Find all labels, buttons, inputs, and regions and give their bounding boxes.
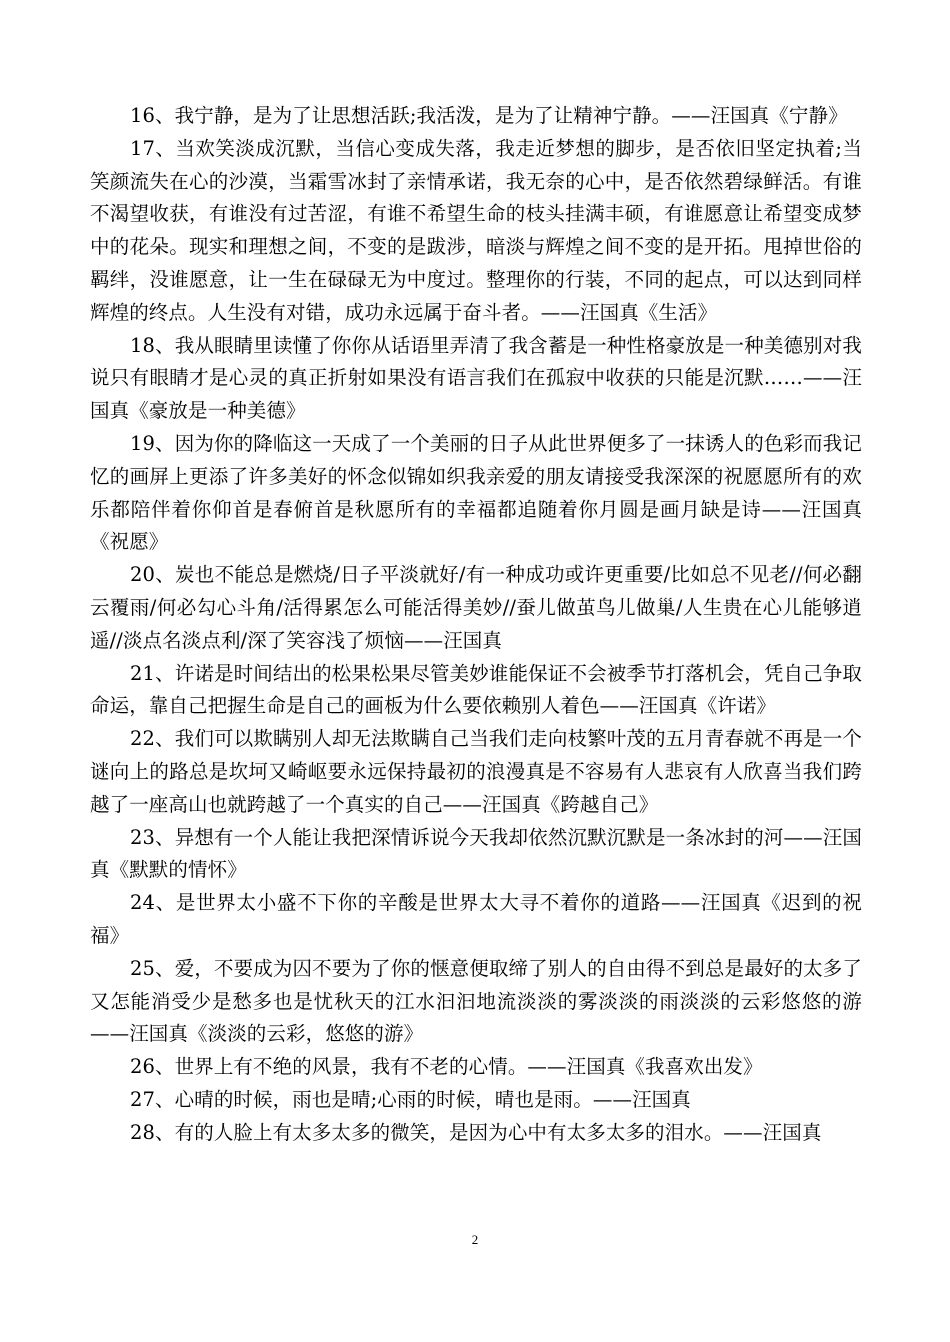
quote-paragraph-22: 22、我们可以欺瞒别人却无法欺瞒自己当我们走向枝繁叶茂的五月青春就不再是一个谜向上的路总是坎坷又崎岖要永远保持最初的浪漫真是不容易有人悲哀有人欣喜当我们跨越了一座高山也就跨越了一个真实的自己——汪国真《跨越自己》 — [90, 727, 862, 816]
quote-paragraph-16: 16、我宁静，是为了让思想活跃;我活泼，是为了让精神宁静。——汪国真《宁静》 — [130, 104, 848, 127]
quote-paragraph-18: 18、我从眼睛里读懂了你你从话语里弄清了我含蓄是一种性格豪放是一种美德别对我说只有眼睛才是心灵的真正折射如果没有语言我们在孤寂中收获的只能是沉默……——汪国真《豪放是一种美德》 — [90, 333, 862, 423]
quote-paragraph-26: 26、世界上有不绝的风景，我有不老的心情。——汪国真《我喜欢出发》 — [130, 1055, 763, 1079]
quote-paragraph-19: 19、因为你的降临这一天成了一个美丽的日子从此世界便多了一抹诱人的色彩而我记忆的画屏上更添了许多美好的怀念似锦如织我亲爱的朋友请接受我深深的祝愿愿所有的欢乐都陪伴着你仰首是春俯首是秋愿所有的幸福都追随着你月圆是画月缺是诗——汪国真《祝愿》 — [90, 431, 862, 554]
quote-paragraph-25: 25、爱，不要成为囚不要为了你的惬意便取缔了别人的自由得不到总是最好的太多了又怎能消受少是愁多也是忧秋天的江水汩汩地流淡淡的雾淡淡的雨淡淡的云彩悠悠的游——汪国真《淡淡的云彩，悠悠的游》 — [90, 956, 862, 1046]
page-number: 2 — [471, 1232, 479, 1247]
quote-paragraph-27: 27、心晴的时候，雨也是晴;心雨的时候，晴也是雨。——汪国真 — [130, 1087, 691, 1111]
quote-paragraph-21: 21、许诺是时间结出的松果松果尽管美妙谁能保证不会被季节打落机会，凭自己争取命运，靠自己把握生命是自己的画板为什么要依赖别人着色——汪国真《许诺》 — [90, 661, 862, 718]
quote-paragraph-28: 28、有的人脸上有太多太多的微笑，是因为心中有太多太多的泪水。——汪国真 — [130, 1120, 822, 1144]
document-body — [90, 100, 862, 1150]
quote-paragraph-23: 23、异想有一个人能让我把深情诉说今天我却依然沉默沉默是一条冰封的河——汪国真《默默的情怀》 — [90, 825, 862, 882]
quote-paragraph-24: 24、是世界太小盛不下你的辛酸是世界太大寻不着你的道路——汪国真《迟到的祝福》 — [90, 891, 862, 947]
quote-paragraph-17: 17、当欢笑淡成沉默，当信心变成失落，我走近梦想的脚步，是否依旧坚定执着;当笑颜流失在心的沙漠，当霜雪冰封了亲情承诺，我无奈的心中，是否依然碧绿鲜活。有谁不渴望收获，有谁没有过苦涩，有谁不希望生命的枝头挂满丰硕，有谁愿意让希望变成梦中的花朵。现实和理想之间，不变的是跋涉，暗淡与辉煌之间不变的是开拓。甩掉世俗的羁绊，没谁愿意，让一生在碌碌无为中度过。整理你的行装，不同的起点，可以达到同样辉煌的终点。人生没有对错，成功永远属于奋斗者。——汪国真《生活》 — [90, 136, 862, 324]
quote-paragraph-20: 20、炭也不能总是燃烧/日子平淡就好/有一种成功或许更重要/比如总不见老//何必翻云覆雨/何必勾心斗角/活得累怎么可能活得美妙//蚕儿做茧鸟儿做巢/人生贵在心儿能够逍遥//淡点名淡点利/深了笑容浅了烦恼——汪国真 — [90, 563, 862, 652]
